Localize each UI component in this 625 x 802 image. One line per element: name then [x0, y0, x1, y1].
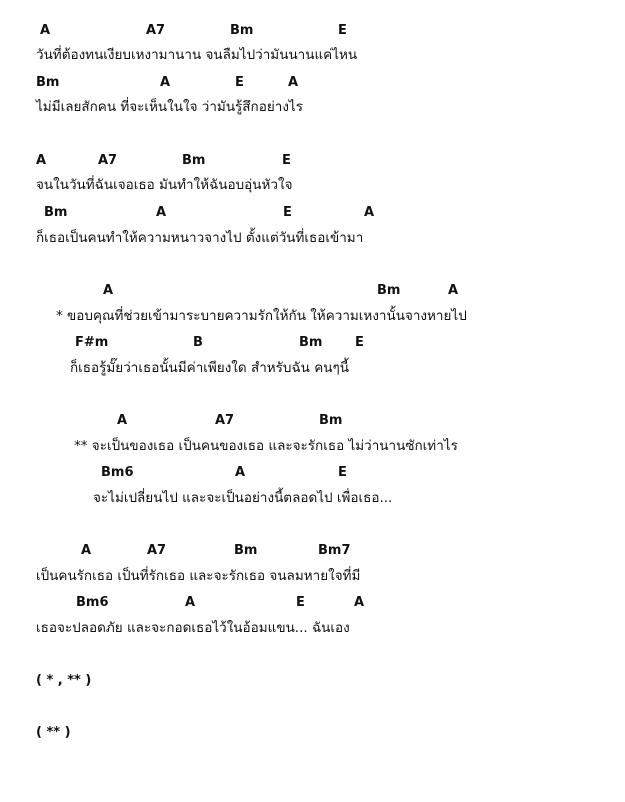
- lyric-text: จนในวันที่ฉันเจอเธอ มันทำให้ฉันอบอุ่นหัวใจ: [36, 177, 293, 193]
- chord-line: [0, 74, 625, 94]
- chord-line: [0, 334, 625, 354]
- chord: Bm: [36, 75, 60, 90]
- chord-line: [0, 282, 625, 302]
- chord: Bm6: [101, 465, 134, 480]
- chord: Bm: [182, 153, 206, 168]
- lyric-line: [0, 566, 625, 586]
- lyric-line: [0, 175, 625, 195]
- lyric-text: * ขอบคุณที่ช่วยเข้ามาระบายความรักให้กัน ให้ความเหงานั้นจางหายไป: [56, 308, 467, 324]
- chord: A: [448, 283, 459, 298]
- chord: Bm: [299, 335, 323, 350]
- lyric-text: ** จะเป็นของเธอ เป็นคนของเธอ และจะรักเธอ ไม่ว่านานซักเท่าไร: [74, 438, 458, 454]
- chord: A7: [146, 23, 166, 38]
- chord: B: [193, 335, 203, 350]
- lyric-text: วันที่ต้องทนเงียบเหงามานาน จนลืมไปว่ามันนานแค่ไหน: [36, 47, 358, 63]
- chord: E: [296, 595, 305, 610]
- chord-line: [0, 204, 625, 224]
- chord: A: [81, 543, 92, 558]
- lyric-line: [0, 436, 625, 456]
- repeat-marker-line: [0, 724, 625, 744]
- lyric-text: ก็เธอเป็นคนทำให้ความหนาวจางไป ตั้งแต่วันที่เธอเข้ามา: [36, 230, 364, 246]
- chord-line: [0, 542, 625, 562]
- chord: Bm: [234, 543, 258, 558]
- lyric-line: [0, 618, 625, 638]
- lyric-line: [0, 45, 625, 65]
- chord: Bm7: [318, 543, 351, 558]
- chord: Bm: [230, 23, 254, 38]
- lyric-line: [0, 306, 625, 326]
- chord-line: [0, 464, 625, 484]
- lyric-text: ไม่มีเลยสักคน ที่จะเห็นในใจ ว่ามันรู้สึกอย่างไร: [36, 99, 303, 115]
- chord: A: [103, 283, 114, 298]
- chord: A7: [98, 153, 118, 168]
- repeat-marker: ( * , ** ): [36, 673, 92, 688]
- chord: E: [235, 75, 244, 90]
- chord: Bm: [44, 205, 68, 220]
- chord: A: [288, 75, 299, 90]
- chord: E: [338, 465, 347, 480]
- chord: Bm: [377, 283, 401, 298]
- chord-line: [0, 22, 625, 42]
- lyric-text: ก็เธอรู้มั๊ยว่าเธอนั้นมีค่าเพียงใด สำหรับฉัน คนๆนี้: [70, 360, 349, 376]
- lyric-text: เธอจะปลอดภัย และจะกอดเธอไว้ในอ้อมแขน... ฉันเอง: [36, 620, 350, 636]
- lyric-text: จะไม่เปลี่ยนไป และจะเป็นอย่างนี้ตลอดไป เพื่อเธอ...: [93, 490, 393, 506]
- chord: A: [36, 153, 47, 168]
- chord: E: [355, 335, 364, 350]
- lyric-line: [0, 358, 625, 378]
- chord: E: [282, 153, 291, 168]
- chord: A: [364, 205, 375, 220]
- chord: E: [283, 205, 292, 220]
- repeat-marker: ( ** ): [36, 725, 71, 740]
- chord: A: [117, 413, 128, 428]
- lyric-line: [0, 488, 625, 508]
- chord: A: [156, 205, 167, 220]
- chord: E: [338, 23, 347, 38]
- lyric-text: เป็นคนรักเธอ เป็นที่รักเธอ และจะรักเธอ จนลมหายใจที่มี: [36, 568, 361, 584]
- chord: A: [235, 465, 246, 480]
- lyric-line: [0, 228, 625, 248]
- chord: Bm6: [76, 595, 109, 610]
- chord-line: [0, 152, 625, 172]
- chord: F#m: [75, 335, 109, 350]
- chord-line: [0, 594, 625, 614]
- chord: Bm: [319, 413, 343, 428]
- chord: A: [354, 595, 365, 610]
- chord: A: [160, 75, 171, 90]
- chord: A: [40, 23, 51, 38]
- chord: A7: [147, 543, 167, 558]
- chord: A: [185, 595, 196, 610]
- chord-line: [0, 412, 625, 432]
- repeat-marker-line: [0, 672, 625, 692]
- lyric-line: [0, 97, 625, 117]
- chord: A7: [215, 413, 235, 428]
